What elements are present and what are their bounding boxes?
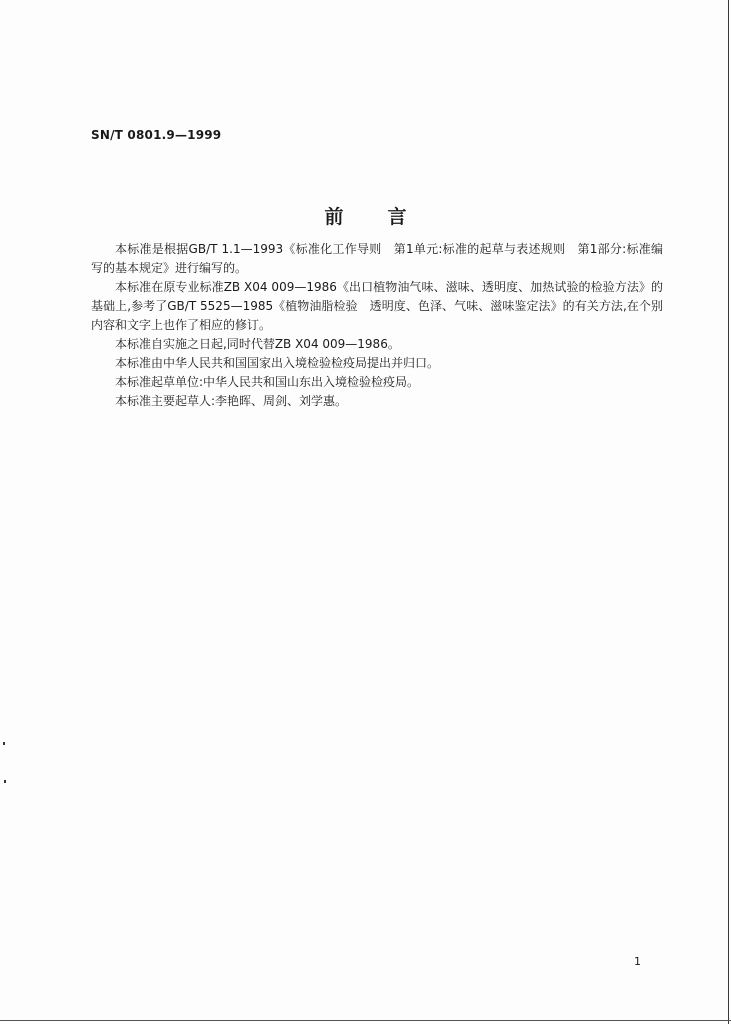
paragraph-drafters: 本标准主要起草人:李艳晖、周剑、刘学惠。 [115, 394, 348, 408]
document-code: SN/T 0801.9—1999 [91, 128, 222, 142]
paragraph-proposer: 本标准由中华人民共和国国家出入境检验检疫局提出并归口。 [115, 356, 440, 370]
paragraph-origin: 本标准在原专业标准ZB X04 009—1986《出口植物油气味、滋味、透明度、加热试验的检验方法》的基础上,参考了GB/T 5525—1985《植物油脂检验 透明度、色泽、气味、滋味鉴定法》的有关方法,在个别内容和文字上也作了相应的修订。 [91, 280, 663, 332]
page-number: 1 [634, 955, 641, 968]
page-title: 前言 [324, 206, 451, 228]
scan-edge-right [728, 0, 729, 1024]
foreword-body [91, 240, 663, 411]
scan-speck [3, 742, 5, 745]
paragraph-drafting-unit: 本标准起草单位:中华人民共和国山东出入境检验检疫局。 [115, 375, 420, 389]
paragraph-replacement: 本标准自实施之日起,同时代替ZB X04 009—1986。 [115, 337, 400, 351]
scan-speck [4, 780, 6, 783]
scan-edge-bottom [0, 1020, 731, 1021]
paragraph-basis: 本标准是根据GB/T 1.1—1993《标准化工作导则 第1单元:标准的起草与表述规则 第1部分:标准编写的基本规定》进行编写的。 [91, 242, 663, 275]
